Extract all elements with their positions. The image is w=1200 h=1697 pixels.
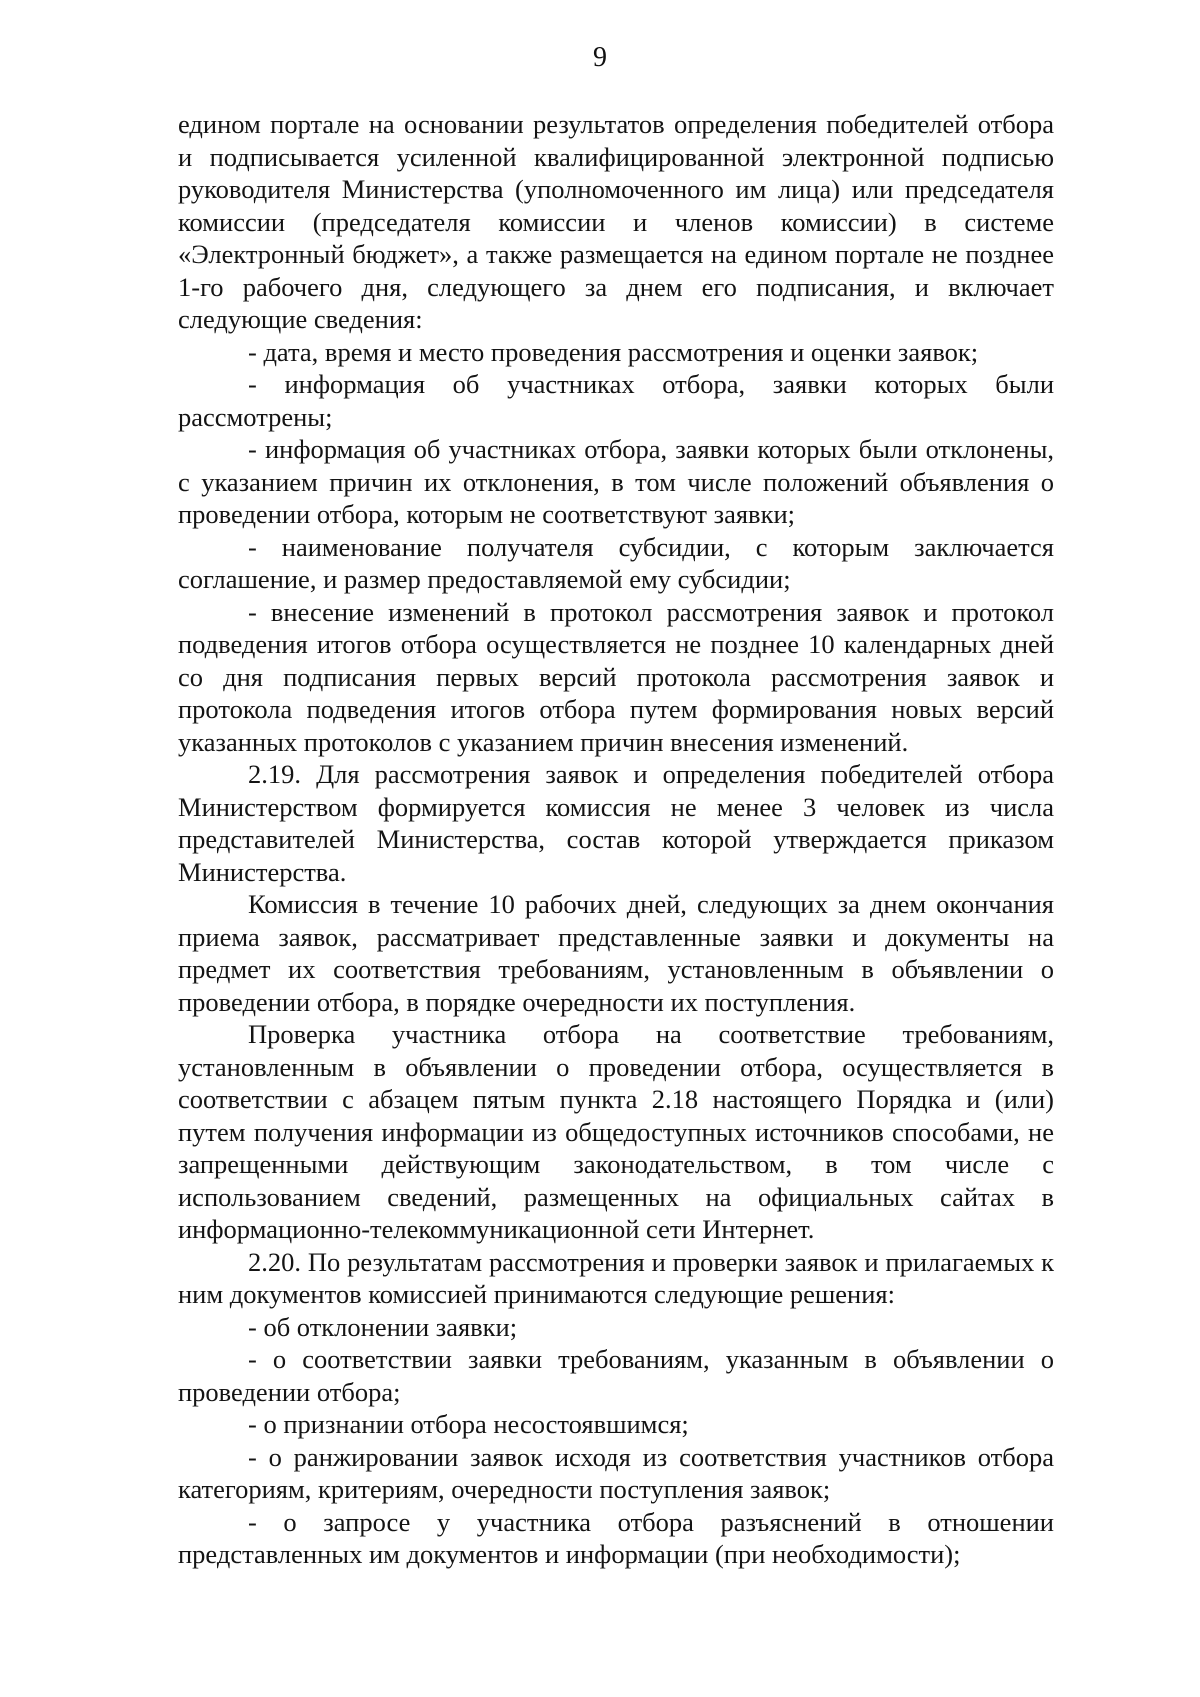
clause-2-20: 2.20. По результатам рассмотрения и проверки заявок и прилагаемых к ним документов комиссией принимаются следующие решения: bbox=[178, 1246, 1054, 1309]
paragraph-continuation: едином портале на основании результатов определения победителей отбора и подписывается усиленной квалифицированной электронной подписью руководителя Министерства (уполномоченного им лица) или председателя комиссии (председателя комиссии и членов комиссии) в системе «Электронный бюджет», а также размещается на едином портале не позднее 1-го рабочего дня, следующего за днем его подписания, и включает следующие сведения: bbox=[178, 109, 1054, 334]
paragraph: Проверка участника отбора на соответствие требованиям, установленным в объявлении о проведении отбора, осуществляется в соответствии с абзацем пятым пункта 2.18 настоящего Порядка и (или) путем получения информации из общедоступных источников способами, не запрещенными действующим законодательством, в том числе с использованием сведений, размещенных на официальных сайтах в информационно-телекоммуникационной сети Интернет. bbox=[178, 1019, 1054, 1244]
list-item: - о соответствии заявки требованиям, указанным в объявлении о проведении отбора; bbox=[178, 1344, 1054, 1407]
list-item: - информация об участниках отбора, заявки которых были рассмотрены; bbox=[178, 369, 1054, 432]
paragraph: Комиссия в течение 10 рабочих дней, следующих за днем окончания приема заявок, рассматривает представленные заявки и документы на предмет их соответствия требованиям, установленным в объявлении о проведении отбора, в порядке очередности их поступления. bbox=[178, 889, 1054, 1017]
list-item: - дата, время и место проведения рассмотрения и оценки заявок; bbox=[248, 336, 979, 367]
list-item: - информация об участниках отбора, заявки которых были отклонены, с указанием причин их отклонения, в том числе положений объявления о проведении отбора, которым не соответствуют заявки; bbox=[178, 434, 1054, 529]
list-item: - об отклонении заявки; bbox=[248, 1311, 518, 1342]
page-number: 9 bbox=[593, 42, 607, 73]
document-body bbox=[178, 108, 1054, 1571]
list-item: - внесение изменений в протокол рассмотрения заявок и протокол подведения итогов отбора осуществляется не позднее 10 календарных дней со дня подписания первых версий протокола рассмотрения заявок и протокола подведения итогов отбора путем формирования новых версий указанных протоколов с указанием причин внесения изменений. bbox=[178, 596, 1054, 757]
list-item: - о признании отбора несостоявшимся; bbox=[248, 1409, 689, 1439]
clause-2-19: 2.19. Для рассмотрения заявок и определения победителей отбора Министерством формируется комиссия не менее 3 человек из числа представителей Министерства, состав которой утверждается приказом Министерства. bbox=[178, 759, 1054, 887]
list-item: - о ранжировании заявок исходя из соответствия участников отбора категориям, критериям, очередности поступления заявок; bbox=[178, 1441, 1054, 1504]
list-item: - о запросе у участника отбора разъяснений в отношении представленных им документов и информации (при необходимости); bbox=[178, 1506, 1054, 1569]
list-item: - наименование получателя субсидии, с которым заключается соглашение, и размер предоставляемой ему субсидии; bbox=[178, 531, 1054, 594]
